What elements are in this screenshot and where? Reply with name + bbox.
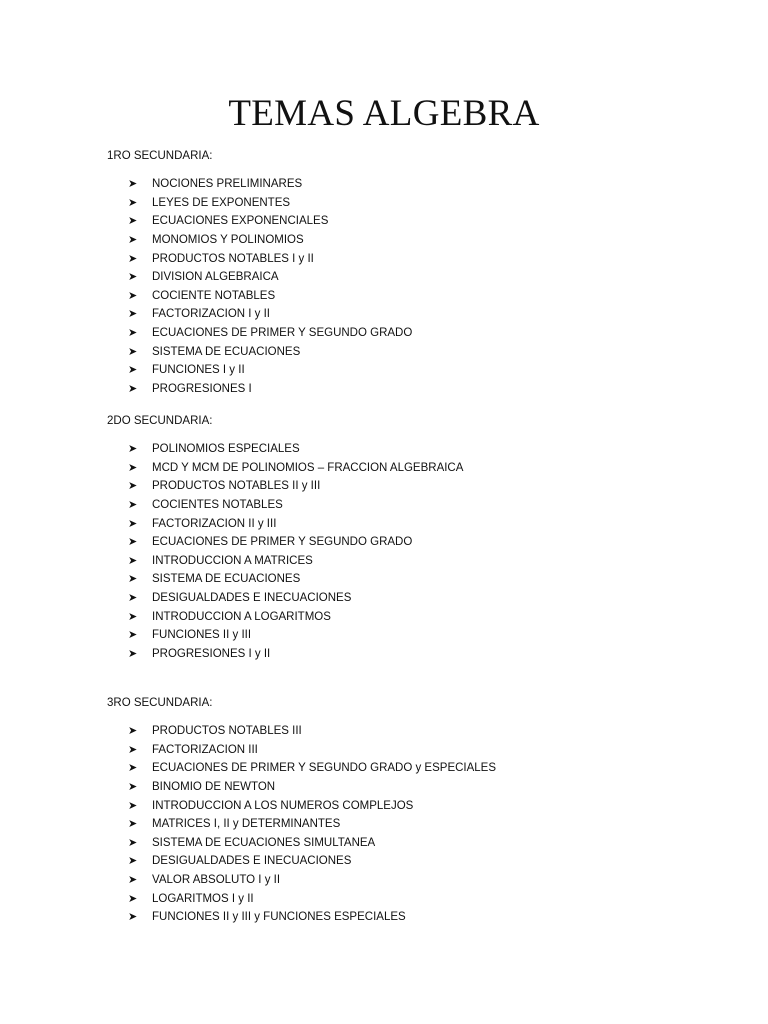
list-item [128,459,463,478]
list-item-label: MCD Y MCM DE POLINOMIOS – FRACCION ALGEBRAICA [152,461,464,474]
list-item-label: PROGRESIONES I y II [152,647,271,660]
arrowhead-bullet-icon: ➤ [128,610,138,623]
arrowhead-bullet-icon: ➤ [128,781,138,794]
list-item-label: FACTORIZACION III [152,743,258,756]
list-item [128,570,463,589]
topic-list-1ro [128,175,412,398]
arrowhead-bullet-icon: ➤ [128,762,138,775]
list-item [128,815,496,834]
arrowhead-bullet-icon: ➤ [128,647,138,660]
list-item [128,361,412,380]
list-item [128,607,463,626]
arrowhead-bullet-icon: ➤ [128,836,138,849]
list-item [128,268,412,287]
arrowhead-bullet-icon: ➤ [128,799,138,812]
list-item-label: DIVISION ALGEBRAICA [152,271,279,284]
arrowhead-bullet-icon: ➤ [128,234,138,247]
list-item-label: DESIGUALDADES E INECUACIONES [152,855,352,868]
list-item [128,380,412,399]
arrowhead-bullet-icon: ➤ [128,178,138,191]
list-item-label: SISTEMA DE ECUACIONES [152,345,301,358]
section-heading-2do: 2DO SECUNDARIA: [107,415,213,427]
list-item [128,871,496,890]
list-item [128,626,463,645]
list-item-label: POLINOMIOS ESPECIALES [152,443,300,456]
arrowhead-bullet-icon: ➤ [128,818,138,831]
list-item-label: ECUACIONES DE PRIMER Y SEGUNDO GRADO [152,327,413,340]
arrowhead-bullet-icon: ➤ [128,892,138,905]
list-item [128,342,412,361]
arrowhead-bullet-icon: ➤ [128,629,138,642]
list-item [128,287,412,306]
arrowhead-bullet-icon: ➤ [128,461,138,474]
arrowhead-bullet-icon: ➤ [128,573,138,586]
arrowhead-bullet-icon: ➤ [128,289,138,302]
list-item [128,231,412,250]
list-item [128,852,496,871]
arrowhead-bullet-icon: ➤ [128,743,138,756]
list-item-label: INTRODUCCION A MATRICES [152,554,313,567]
arrowhead-bullet-icon: ➤ [128,345,138,358]
list-item [128,496,463,515]
list-item-label: VALOR ABSOLUTO I y II [152,874,281,887]
list-item [128,741,496,760]
list-item [128,796,496,815]
list-item-label: LOGARITMOS I y II [152,892,254,905]
list-item-label: LEYES DE EXPONENTES [152,196,291,209]
list-item [128,305,412,324]
arrowhead-bullet-icon: ➤ [128,480,138,493]
topic-list-3ro [128,722,496,927]
list-item-label: SISTEMA DE ECUACIONES [152,573,301,586]
list-item-label: FUNCIONES II y III y FUNCIONES ESPECIALES [152,911,406,924]
list-item-label: SISTEMA DE ECUACIONES SIMULTANEA [152,836,376,849]
list-item [128,645,463,664]
list-item-label: INTRODUCCION A LOS NUMEROS COMPLEJOS [152,799,414,812]
arrowhead-bullet-icon: ➤ [128,855,138,868]
list-item-label: ECUACIONES DE PRIMER Y SEGUNDO GRADO [152,536,413,549]
list-item-label: PROGRESIONES I [152,382,252,395]
topic-list-2do [128,440,463,663]
list-item-label: FACTORIZACION II y III [152,517,277,530]
arrowhead-bullet-icon: ➤ [128,554,138,567]
list-item [128,175,412,194]
arrowhead-bullet-icon: ➤ [128,592,138,605]
list-item [128,324,412,343]
list-item [128,194,412,213]
list-item [128,722,496,741]
list-item-label: ECUACIONES DE PRIMER Y SEGUNDO GRADO y ESPECIALES [152,762,497,775]
arrowhead-bullet-icon: ➤ [128,536,138,549]
list-item-label: NOCIONES PRELIMINARES [152,178,303,191]
arrowhead-bullet-icon: ➤ [128,196,138,209]
list-item-label: MATRICES I, II y DETERMINANTES [152,818,341,831]
list-item-label: MONOMIOS Y POLINOMIOS [152,234,304,247]
list-item [128,249,412,268]
list-item [128,477,463,496]
list-item [128,552,463,571]
list-item-label: COCIENTE NOTABLES [152,289,276,302]
arrowhead-bullet-icon: ➤ [128,382,138,395]
document-title: TEMAS ALGEBRA [228,93,540,134]
list-item-label: INTRODUCCION A LOGARITMOS [152,610,331,623]
list-item-label: DESIGUALDADES E INECUACIONES [152,592,352,605]
list-item [128,889,496,908]
list-item-label: PRODUCTOS NOTABLES III [152,725,302,738]
list-item [128,533,463,552]
arrowhead-bullet-icon: ➤ [128,517,138,530]
arrowhead-bullet-icon: ➤ [128,308,138,321]
list-item-label: PRODUCTOS NOTABLES I y II [152,252,314,265]
arrowhead-bullet-icon: ➤ [128,252,138,265]
arrowhead-bullet-icon: ➤ [128,364,138,377]
arrowhead-bullet-icon: ➤ [128,215,138,228]
list-item-label: ECUACIONES EXPONENCIALES [152,215,329,228]
list-item-label: COCIENTES NOTABLES [152,499,283,512]
arrowhead-bullet-icon: ➤ [128,911,138,924]
arrowhead-bullet-icon: ➤ [128,725,138,738]
list-item [128,759,496,778]
list-item [128,514,463,533]
list-item [128,908,496,927]
list-item-label: PRODUCTOS NOTABLES II y III [152,480,321,493]
section-heading-3ro: 3RO SECUNDARIA: [107,697,213,709]
arrowhead-bullet-icon: ➤ [128,443,138,456]
list-item [128,778,496,797]
arrowhead-bullet-icon: ➤ [128,327,138,340]
list-item [128,834,496,853]
arrowhead-bullet-icon: ➤ [128,499,138,512]
list-item-label: FUNCIONES II y III [152,629,252,642]
arrowhead-bullet-icon: ➤ [128,271,138,284]
arrowhead-bullet-icon: ➤ [128,874,138,887]
list-item-label: BINOMIO DE NEWTON [152,781,276,794]
list-item [128,212,412,231]
list-item [128,589,463,608]
section-heading-1ro: 1RO SECUNDARIA: [107,150,213,162]
list-item-label: FACTORIZACION I y II [152,308,270,321]
list-item-label: FUNCIONES I y II [152,364,245,377]
list-item [128,440,463,459]
